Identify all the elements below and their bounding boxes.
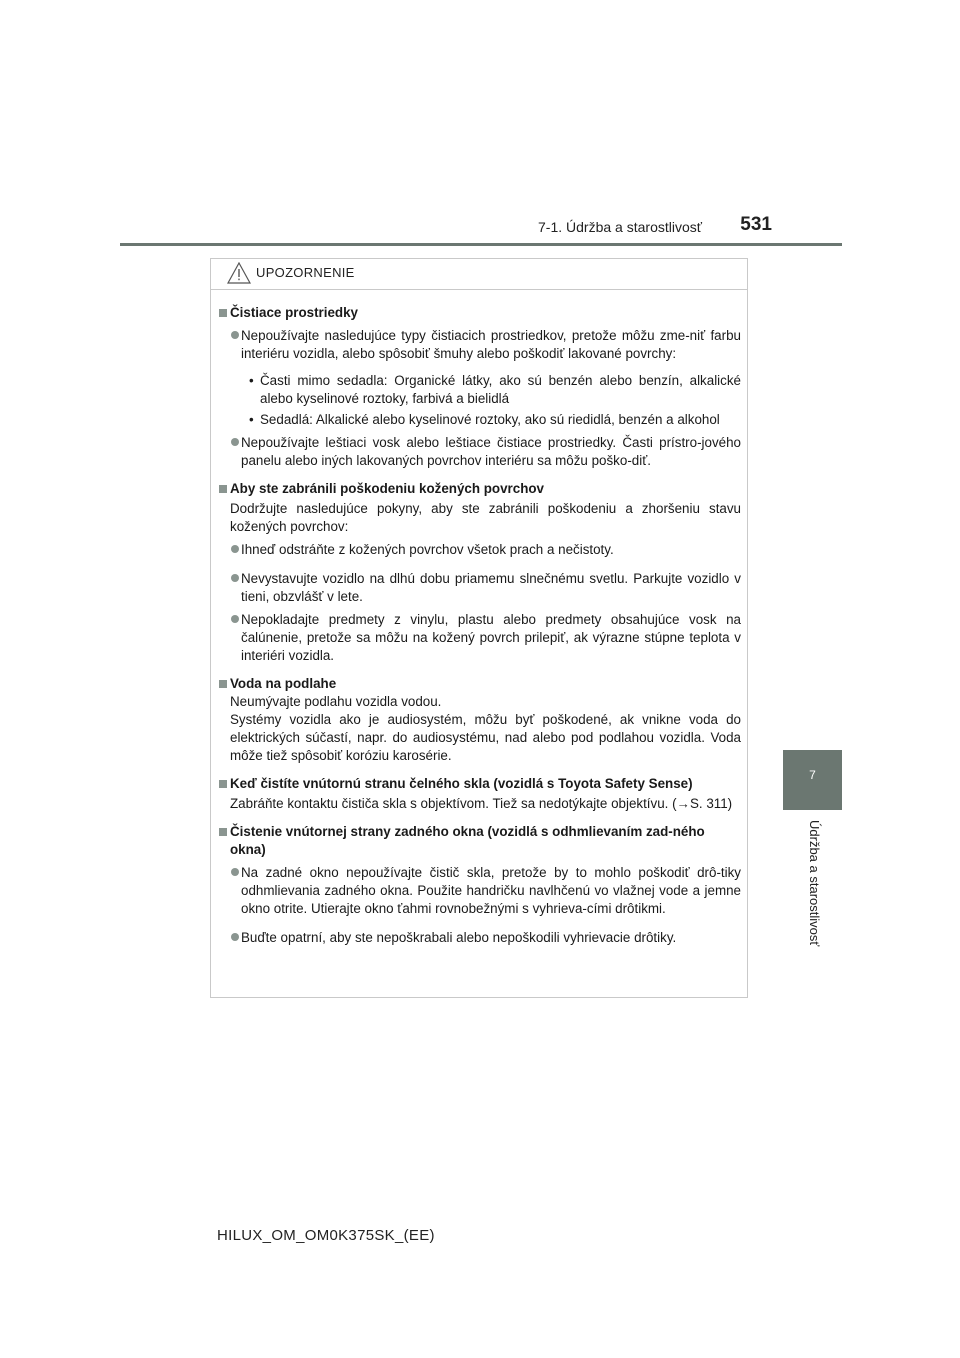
sub-bullet-item: • Sedadlá: Alkalické alebo kyselinové roztoky, ako sú riedidlá, benzén a alkohol (219, 411, 741, 429)
page-number: 531 (740, 214, 772, 235)
heading-rear-window: Čistenie vnútornej strany zadného okna (vozidlá s odhmlievaním zad-ného okna) (219, 823, 741, 859)
heading-floor-water: Voda na podlahe (219, 675, 741, 693)
chapter-number: 7 (809, 768, 816, 782)
caution-body (211, 290, 747, 947)
caution-header (211, 259, 747, 290)
heading-cleaning-agents: Čistiace prostriedky (219, 304, 741, 322)
heading-leather-surfaces: Aby ste zabránili poškodeniu kožených povrchov (219, 480, 741, 498)
caution-title: UPOZORNENIE (256, 265, 355, 280)
caution-box (210, 258, 748, 998)
page-header (120, 0, 842, 246)
document-code: HILUX_OM_OM0K375SK_(EE) (217, 1227, 435, 1244)
sub-bullet-item: • Časti mimo sedadla: Organické látky, ako sú benzén alebo benzín, alkalické alebo kyselinové roztoky, farbivá a bielidlá (219, 372, 741, 408)
bullet-item: Nepoužívajte nasledujúce typy čistiacich prostriedkov, pretože môžu zme-niť farbu interiéru vozidla, alebo spôsobiť šmuhy alebo poškodiť lakované povrchy: (219, 327, 741, 363)
bullet-item: Buďte opatrní, aby ste nepoškrabali alebo nepoškodili vyhrievacie drôtiky. (219, 929, 741, 947)
header-rule (120, 243, 842, 246)
paragraph: Neumývajte podlahu vozidla vodou. (230, 694, 442, 709)
bullet-item: Nepoužívajte leštiaci vosk alebo leštiace čistiace prostriedky. Časti prístro-jového panelu alebo iných lakovaných povrchov interiéru sa môžu poško-diť. (219, 434, 741, 470)
bullet-item: Nepokladajte predmety z vinylu, plastu alebo predmety obsahujúce vosk na čalúnenie, pretože sa môžu na kožený povrch prilepiť, ak výrazne stúpne teplota v interiéri vozidla. (219, 611, 741, 665)
bullet-item: Nevystavujte vozidlo na dlhú dobu priamemu slnečnému svetlu. Parkujte vozidlo v tieni, obzvlášť v lete. (219, 570, 741, 606)
paragraph: Zabráňte kontaktu čističa skla s objektívom. Tiež sa nedotýkajte objektívu. (→S. 311) (230, 796, 733, 811)
paragraph: Systémy vozidla ako je audiosystém, môžu byť poškodené, ak vnikne voda do elektrických súčastí, napr. do audiosystému, nad alebo pod podlahou vozidla. Voda môže tiež spôsobiť koróziu karosérie. (230, 712, 741, 763)
bullet-item: Ihneď odstráňte z kožených povrchov všetok prach a nečistoty. (219, 541, 741, 559)
warning-triangle-icon (227, 262, 251, 284)
chapter-title: Údržba a starostlivosť (807, 820, 822, 947)
paragraph: Dodržujte nasledujúce pokyny, aby ste zabránili poškodeniu a zhoršeniu stavu kožených povrchov: (230, 501, 741, 534)
heading-windshield: Keď čistíte vnútornú stranu čelného skla (vozidlá s Toyota Safety Sense) (219, 775, 741, 793)
bullet-item: Na zadné okno nepoužívajte čistič skla, pretože by to mohlo poškodiť drô-tiky odhmlievania zadného okna. Použite handričku navlhčenú vo vlažnej vode a jemne okno otrite. Utierajte okno ťahmi rovnobežnými s vyhrieva-cími drôtikmi. (219, 864, 741, 918)
chapter-tab[interactable] (783, 750, 842, 810)
section-title: 7-1. Údržba a starostlivosť (538, 219, 702, 235)
